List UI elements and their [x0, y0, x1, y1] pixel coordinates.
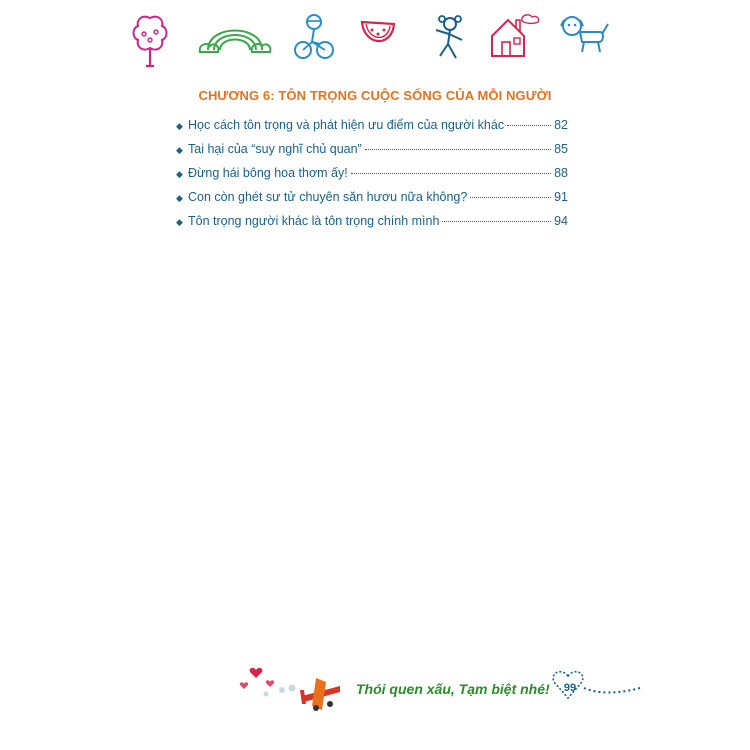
- toc-item[interactable]: [176, 118, 568, 142]
- toc-item-title: Tôn trọng người khác là tôn trọng chính mình: [188, 214, 440, 228]
- leader-dots: [507, 125, 551, 126]
- toc-item-page: 94: [554, 214, 568, 228]
- airplane-illustration: [236, 660, 346, 716]
- bullet-icon: ◆: [176, 193, 183, 203]
- chapter-title: CHƯƠNG 6: TÔN TRỌNG CUỘC SỐNG CỦA MỖI NGƯỜI: [198, 88, 552, 103]
- leader-dots: [365, 149, 551, 150]
- toc-item-title: Con còn ghét sư tử chuyên săn hươu nữa không?: [188, 190, 468, 204]
- dancing-girl-icon: [430, 12, 466, 62]
- house-icon: [488, 12, 542, 60]
- dog-icon: [560, 12, 610, 54]
- toc-item[interactable]: [176, 190, 568, 214]
- leader-dots: [351, 173, 551, 174]
- rainbow-icon: [198, 12, 272, 58]
- cloud-puff-icon: [264, 692, 269, 697]
- toc-item-page: 91: [554, 190, 568, 204]
- bullet-icon: ◆: [176, 217, 183, 227]
- heart-icon: [250, 668, 263, 678]
- heart-icon: [240, 682, 248, 689]
- header-doodles: [0, 12, 750, 72]
- airplane-icon: [300, 678, 340, 711]
- toc-item[interactable]: [176, 142, 568, 166]
- toc-item-page: 88: [554, 166, 568, 180]
- toc-item-page: 85: [554, 142, 568, 156]
- leader-dots: [470, 197, 551, 198]
- bicycle-rider-icon: [294, 12, 334, 62]
- cloud-puff-icon: [279, 687, 285, 693]
- heart-icon: [266, 680, 274, 687]
- toc-item[interactable]: [176, 166, 568, 190]
- toc-item-title: Tai hại của “suy nghĩ chủ quan”: [188, 142, 362, 156]
- cloud-puff-icon: [289, 685, 296, 692]
- bullet-icon: ◆: [176, 145, 183, 155]
- page-number: 99: [563, 682, 577, 694]
- toc-item[interactable]: [176, 214, 568, 238]
- toc-item-page: 82: [554, 118, 568, 132]
- table-of-contents: [176, 118, 568, 238]
- toc-item-title: Đừng hái bông hoa thơm ấy!: [188, 166, 348, 180]
- book-title: Thói quen xấu, Tạm biệt nhé!: [356, 681, 550, 697]
- leader-dots: [442, 221, 551, 222]
- toc-item-title: Học cách tôn trọng và phát hiện ưu điểm của người khác: [188, 118, 505, 132]
- tree-icon: [130, 12, 170, 68]
- watermelon-icon: [358, 12, 398, 52]
- bullet-icon: ◆: [176, 121, 183, 131]
- bullet-icon: ◆: [176, 169, 183, 179]
